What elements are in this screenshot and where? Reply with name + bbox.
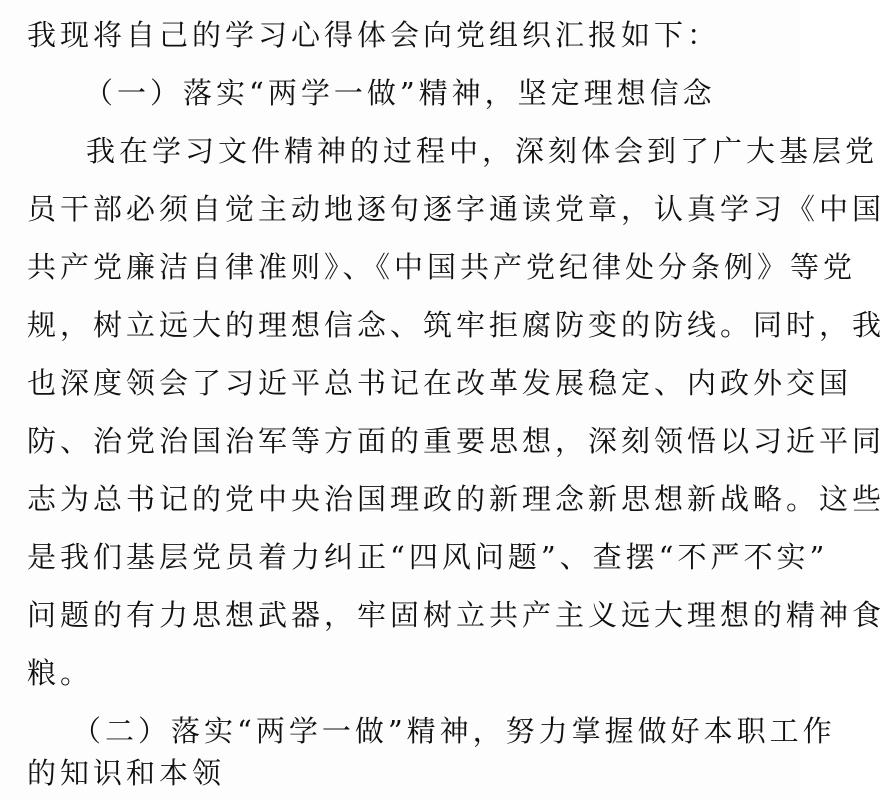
paragraph-line: 是我们基层党员着力纠正“四风问题”、查摆“不严不实”: [27, 540, 829, 574]
paragraph-line: 防、治党治国治军等方面的重要思想，深刻领悟以习近平同: [27, 424, 885, 458]
paragraph-line: 共产党廉洁自律准则》、《中国共产党纪律处分条例》等党: [27, 250, 857, 284]
section-heading-2: （二）落实“两学一做”精神，努力掌握做好本职工作: [72, 714, 836, 748]
paragraph-line: 我在学习文件精神的过程中，深刻体会到了广大基层党: [86, 134, 879, 168]
paragraph-line: 员干部必须自觉主动地逐句逐字通读党章，认真学习《中国: [27, 192, 885, 226]
paragraph-line: 规，树立远大的理想信念、筑牢拒腐防变的防线。同时，我: [27, 308, 885, 342]
intro-line: 我现将自己的学习心得体会向党组织汇报如下：: [27, 18, 721, 52]
paragraph-line: 粮。: [27, 656, 94, 690]
paragraph-line: 问题的有力思想武器，牢固树立共产主义远大理想的精神食: [27, 598, 885, 632]
section-heading-2-continuation: 的知识和本领: [27, 756, 226, 790]
paragraph-line: 志为总书记的党中央治国理政的新理念新思想新战略。这些: [27, 482, 885, 516]
section-heading-1: （一）落实“两学一做”精神，坚定理想信念: [84, 76, 716, 110]
paragraph-line: 也深度领会了习近平总书记在改革发展稳定、内政外交国: [27, 366, 853, 400]
